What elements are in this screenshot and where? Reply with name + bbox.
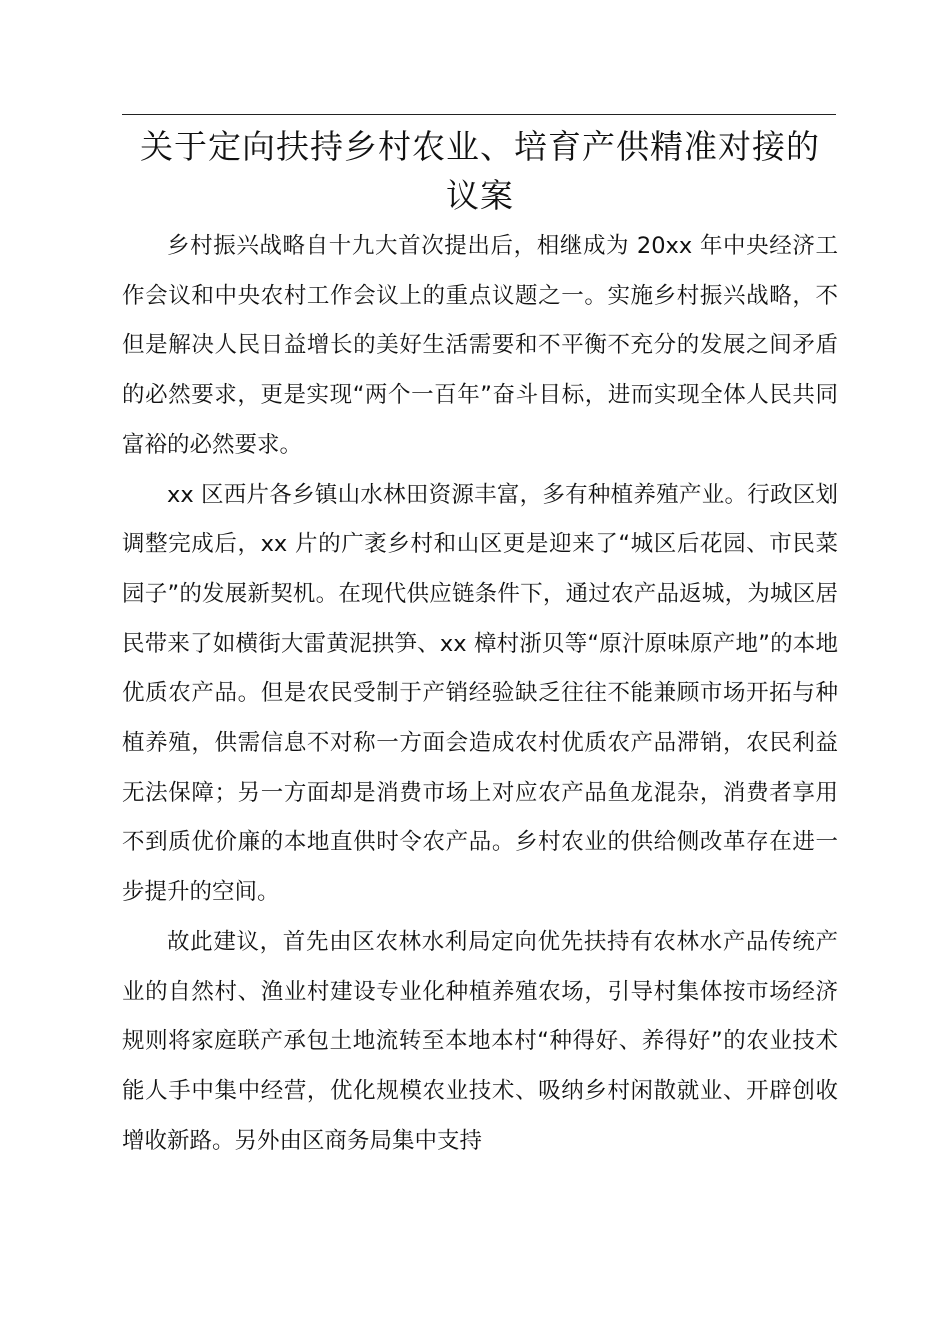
paragraph-1: 乡村振兴战略自十九大首次提出后，相继成为 20xx 年中央经济工作会议和中央农村工作会议上的重点议题之一。实施乡村振兴战略，不但是解决人民日益增长的美好生活需要和不平衡不充分的发展之间矛盾的必然要求，更是实现“两个一百年”奋斗目标，进而实现全体人民共同富裕的必然要求。 [122,233,838,458]
title-line-2: 议案 [446,176,514,215]
document-body [122,222,838,1166]
paragraph-3: 故此建议，首先由区农林水利局定向优先扶持有农林水产品传统产业的自然村、渔业村建设专业化种植养殖农场，引导村集体按市场经济规则将家庭联产承包土地流转至本地本村“种得好、养得好”的农业技术能人手中集中经营，优化规模农业技术、吸纳乡村闲散就业、开辟创收增收新路。另外由区商务局集中支持 [122,928,838,1154]
title-line-1: 关于定向扶持乡村农业、培育产供精准对接的 [140,127,820,166]
header-rule [122,114,836,115]
document-title [110,122,850,220]
paragraph-2: xx 区西片各乡镇山水林田资源丰富，多有种植养殖产业。行政区划调整完成后，xx 片的广袤乡村和山区更是迎来了“城区后花园、市民菜园子”的发展新契机。在现代供应链条件下，通过农产品返城，为城区居民带来了如横街大雷黄泥拱笋、xx 樟村浙贝等“原汁原味原产地”的本地优质农产品。但是农民受制于产销经验缺乏往往不能兼顾市场开拓与种植养殖，供需信息不对称一方面会造成农村优质农产品滞销，农民利益无法保障；另一方面却是消费市场上对应农产品鱼龙混杂，消费者享用不到质优价廉的本地直供时令农产品。乡村农业的供给侧改革存在进一步提升的空间。 [122,481,838,906]
